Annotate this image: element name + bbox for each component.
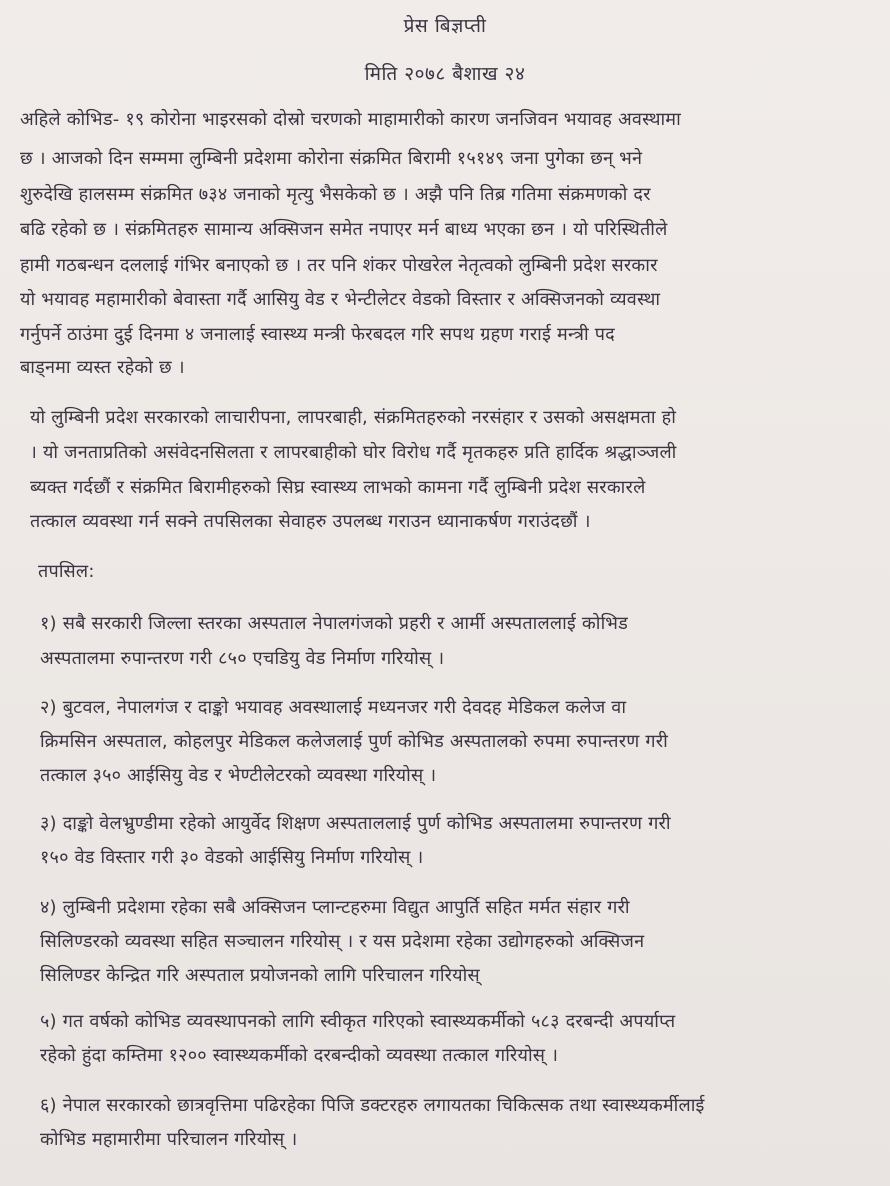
paragraph-2-line: यो लुम्बिनी प्रदेश सरकारको लाचारीपना, लापरबाही, संक्रमितहरुको नरसंहार र उसको असक्षमता हो [30,407,677,428]
list-item-line: ४) लुम्बिनी प्रदेशमा रहेका सबै अक्सिजन प्लान्टहरुमा विद्युत आपुर्ति सहित मर्मत संहार गरी [40,897,630,918]
list-item-line: क्रिमसिन अस्पताल, कोहलपुर मेडिकल कलेजलाई पुर्ण कोभिड अस्पतालको रुपमा रुपान्तरण गरी [40,731,668,752]
list-item-line: तत्काल ३५० आईसियु वेड र भेण्टीलेटरको व्यवस्था गरियोस् । [40,765,437,786]
list-item-line: २) बुटवल, नेपालगंज र दाङ्को भयावह अवस्थालाई मध्यनजर गरी देवदह मेडिकल कलेज वा [40,697,627,718]
list-item-line: ६) नेपाल सरकारको छात्रवृत्तिमा पढिरहेका पिजि डक्टरहरु लगायतका चिकित्सक तथा स्वास्थ्यकर्मीलाई [40,1095,705,1116]
paragraph-2-line: ब्यक्त गर्दछौं र संक्रमित बिरामीहरुको सिघ्र स्वास्थ्य लाभको कामना गर्दै लुम्बिनी प्रदेश सरकारले [30,477,646,498]
list-item-line: कोभिड महामारीमा परिचालन गरियोस् । [40,1129,298,1150]
paragraph-1-line: बाड्नमा व्यस्त रहेको छ । [20,357,185,378]
list-item-line: १५० वेड विस्तार गरी ३० वेडको आईसियु निर्माण गरियोस् । [40,847,424,868]
paragraph-2-line: । यो जनताप्रतिको असंवेदनसिलता र लापरबाहीको घोर विरोध गर्दै मृतकहरु प्रति हार्दिक श्रद्धाञ्जली [30,442,677,463]
paragraph-1-line: यो भयावह महामारीको बेवास्ता गर्दै आसियु वेड र भेन्टीलेटर वेडको विस्तार र अक्सिजनको व्यवस्था [20,289,661,310]
paragraph-1-line: शुरुदेखि हालसम्म संक्रमित ७३४ जनाको मृत्यु भैसकेको छ । अझै पनि तिब्र गतिमा संक्रमणको दर [20,184,651,205]
paragraph-1-line: छ । आजको दिन सम्ममा लुम्बिनी प्रदेशमा कोरोना संक्रमित बिरामी १५१४९ जना पुगेका छन् भने [20,148,643,169]
paragraph-2-line: तत्काल व्यवस्था गर्न सक्ने तपसिलका सेवाहरु उपलब्ध गराउन ध्यानाकर्षण गराउंदछौं । [30,511,591,532]
list-item-line: सिलिण्डरको व्यवस्था सहित सञ्चालन गरियोस् । र यस प्रदेशमा रहेका उद्योगहरुको अक्सिजन [40,931,645,952]
list-item-line: ३) दाङ्को वेलभ्रुण्डीमा रहेको आयुर्वेद शिक्षण अस्पताललाई पुर्ण कोभिड अस्पतालमा रुपान्तरण गरी [40,813,671,834]
paragraph-1-line: बढि रहेको छ । संक्रमितहरु सामान्य अक्सिजन समेत नपाएर मर्न बाध्य भएका छन । यो परिस्थितीले [20,219,668,240]
list-item-line: सिलिण्डर केन्द्रित गरि अस्पताल प्रयोजनको लागि परिचालन गरियोस् [40,965,480,986]
paragraph-1-line: हामी गठबन्धन दललाई गंभिर बनाएको छ । तर पनि शंकर पोखरेल नेतृत्वको लुम्बिनी प्रदेश सरकार [20,255,658,276]
tapasil-label: तपसिल: [38,561,95,582]
list-item-line: अस्पतालमा रुपान्तरण गरी ८५० एचडियु वेड निर्माण गरियोस् । [40,648,445,669]
date-line: मिति २०७८ बैशाख २४ [364,63,526,85]
list-item-line: रहेको हुंदा कम्तिमा १२०० स्वास्थ्यकर्मीको दरबन्दीको व्यवस्था तत्काल गरियोस् । [40,1045,559,1066]
list-item-line: ५) गत वर्षको कोभिड व्यवस्थापनको लागि स्वीकृत गरिएको स्वास्थ्यकर्मीको ५८३ दरबन्दी अपर्याप्त [40,1011,676,1032]
press-release-heading: प्रेस बिज्ञप्ती [403,15,487,37]
list-item-line: १) सबै सरकारी जिल्ला स्तरका अस्पताल नेपालगंजको प्रहरी र आर्मी अस्पताललाई कोभिड [40,613,628,634]
paragraph-1-line: अहिले कोभिड- १९ कोरोना भाइरसको दोस्रो चरणको माहामारीको कारण जनजिवन भयावह अवस्थामा [20,109,681,130]
paragraph-1-line: गर्नुपर्ने ठाउंमा दुई दिनमा ४ जनालाई स्वास्थ्य मन्त्री फेरबदल गरि सपथ ग्रहण गराई मन्त्री पद [20,324,615,345]
